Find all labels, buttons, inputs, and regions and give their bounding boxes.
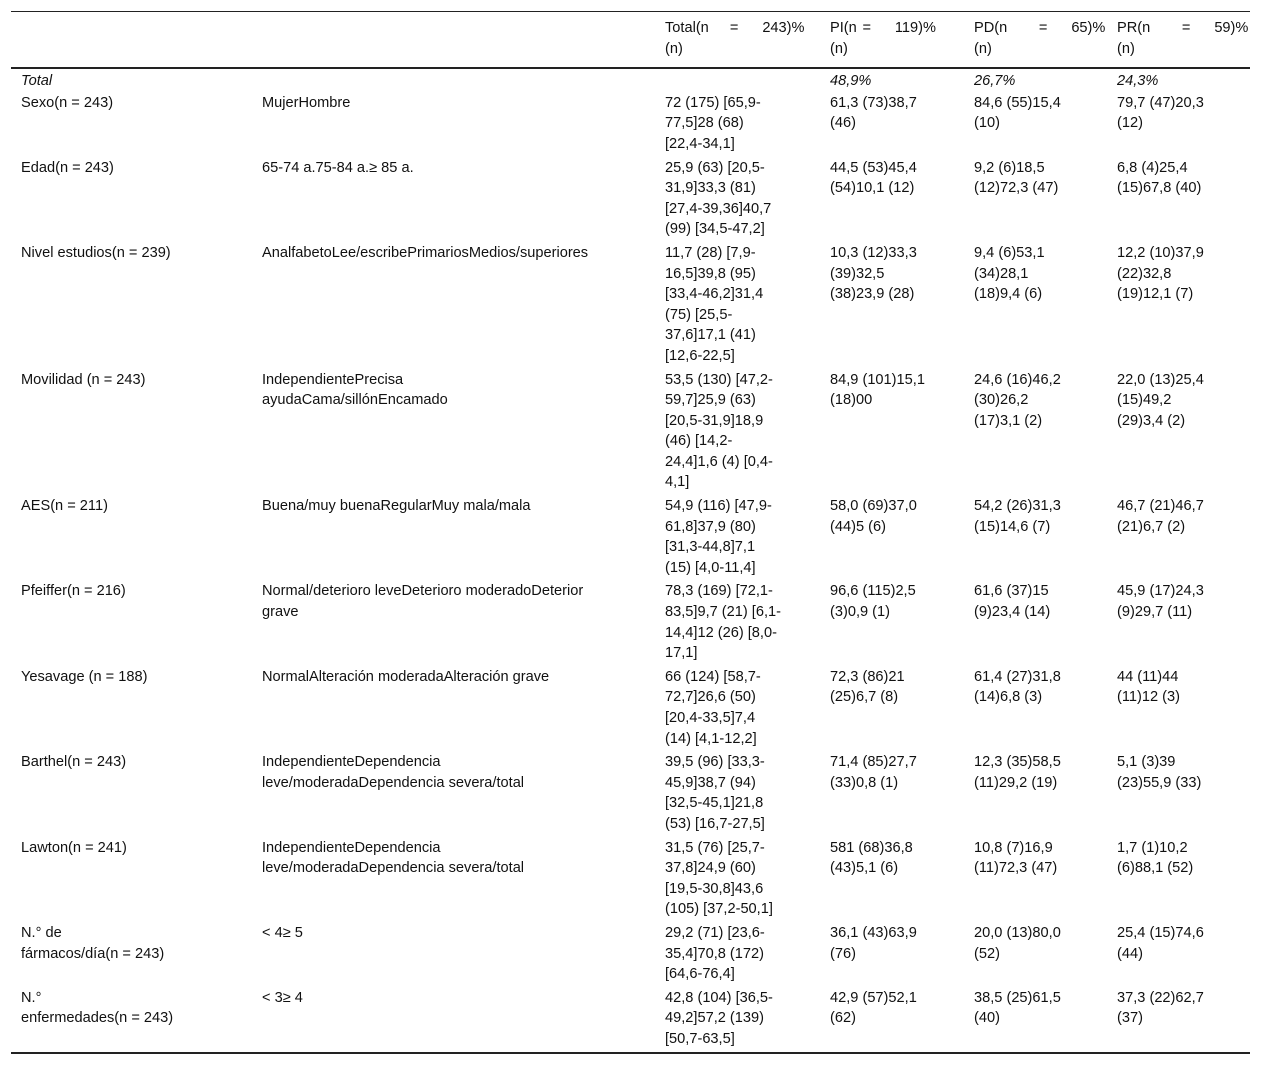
row-pr: 25,4 (15)74,6 (44) [1117,924,1204,962]
row-pd: 24,6 (16)46,2 (30)26,2 (17)3,1 (2) [974,371,1061,429]
row-pr: 1,7 (1)10,2 (6)88,1 (52) [1117,839,1194,877]
row-label: N.° enfermedades(n = 243) [21,989,174,1027]
row-pi: 36,1 (43)63,9 (76) [830,924,917,962]
row-label: Sexo(n = 243) [21,94,114,111]
table-row [11,751,1250,836]
row-total: 31,5 (76) [25,7- 37,8]24,9 (60) [19,5-30,8]43,6 (105) [37,2-50,1] [665,839,773,918]
row-pi: 72,3 (86)21 (25)6,7 (8) [830,668,905,706]
total-pd: 26,7% [974,73,1016,90]
row-pd: 9,4 (6)53,1 (34)28,1 (18)9,4 (6) [974,244,1045,303]
row-pr: 46,7 (21)46,7 (21)6,7 (2) [1117,498,1204,535]
header-total: Total(n = 243)% (n) [665,20,805,57]
total-label: Total [21,73,53,90]
row-pr: 44 (11)44 (11)12 (3) [1117,668,1180,706]
row-categories: MujerHombre [262,94,351,111]
table-row [11,580,1250,665]
row-pi: 42,9 (57)52,1 (62) [830,989,917,1027]
row-pi: 58,0 (69)37,0 (44)5 (6) [830,498,917,535]
row-pr: 5,1 (3)39 (23)55,9 (33) [1117,754,1202,791]
header-variable [11,12,252,69]
row-categories: Buena/muy buenaRegularMuy mala/mala [262,498,531,515]
total-row [11,68,1250,92]
row-total: 66 (124) [58,7- 72,7]26,6 (50) [20,4-33,5]7,4 (14) [4,1-12,2] [665,668,761,747]
table-row [11,157,1250,242]
header-row [11,12,1250,69]
row-pd: 54,2 (26)31,3 (15)14,6 (7) [974,498,1061,535]
row-categories: IndependienteDependencia leve/moderadaDependencia severa/total [262,839,525,877]
row-pi: 96,6 (115)2,5 (3)0,9 (1) [830,583,916,621]
row-pi: 71,4 (85)27,7 (33)0,8 (1) [830,754,917,791]
row-pi: 44,5 (53)45,4 (54)10,1 (12) [830,159,917,197]
table-row [11,987,1250,1053]
header-pr: PR(n = 59)% (n) [1117,20,1249,57]
row-pi: 84,9 (101)15,1 (18)00 [830,371,925,409]
table-row [11,495,1250,580]
table-row [11,666,1250,751]
row-categories: IndependientePrecisa ayudaCama/sillónEncamado [262,371,448,409]
table-row [11,837,1250,922]
table-row [11,369,1250,496]
total-total [655,68,820,92]
row-total: 25,9 (63) [20,5- 31,9]33,3 (81) [27,4-39,36]40,7 (99) [34,5-47,2] [665,159,772,238]
row-pd: 20,0 (13)80,0 (52) [974,924,1061,962]
data-table-container [11,11,1250,1054]
row-label: Pfeiffer(n = 216) [21,583,126,600]
row-label: Nivel estudios(n = 239) [21,244,171,261]
row-pr: 79,7 (47)20,3 (12) [1117,94,1204,132]
row-pd: 12,3 (35)58,5 (11)29,2 (19) [974,754,1061,791]
row-categories: IndependienteDependencia leve/moderadaDependencia severa/total [262,754,525,791]
data-table [11,11,1250,1054]
row-categories: Normal/deterioro leveDeterioro moderadoDeterior grave [262,583,584,621]
total-pi: 48,9% [830,73,872,90]
row-total: 11,7 (28) [7,9- 16,5]39,8 (95) [33,4-46,2]31,4 (75) [25,5- 37,6]17,1 (41) [12,6-22,5] [665,244,764,364]
row-total: 72 (175) [65,9- 77,5]28 (68) [22,4-34,1] [665,94,761,152]
row-total: 42,8 (104) [36,5- 49,2]57,2 (139) [50,7-63,5] [665,989,773,1047]
row-label: Lawton(n = 241) [21,839,127,856]
total-cats [252,68,655,92]
table-header [11,12,1250,69]
row-categories: NormalAlteración moderadaAlteración grave [262,668,550,685]
row-categories: 65-74 a.75-84 a.≥ 85 a. [262,159,414,176]
table-row [11,92,1250,157]
row-pr: 6,8 (4)25,4 (15)67,8 (40) [1117,159,1202,197]
row-total: 29,2 (71) [23,6- 35,4]70,8 (172) [64,6-76,4] [665,924,765,983]
table-body [11,68,1250,1052]
row-label: N.° de fármacos/día(n = 243) [21,924,165,962]
row-pd: 61,4 (27)31,8 (14)6,8 (3) [974,668,1061,706]
row-label: AES(n = 211) [21,498,108,515]
row-label: Barthel(n = 243) [21,754,127,771]
row-pi: 581 (68)36,8 (43)5,1 (6) [830,839,913,877]
row-categories: < 3≥ 4 [262,989,303,1006]
row-categories: AnalfabetoLee/escribePrimariosMedios/superiores [262,244,589,261]
row-pi: 61,3 (73)38,7 (46) [830,94,917,132]
row-pd: 10,8 (7)16,9 (11)72,3 (47) [974,839,1058,877]
total-pr: 24,3% [1117,73,1159,90]
row-pr: 37,3 (22)62,7 (37) [1117,989,1204,1027]
row-pr: 45,9 (17)24,3 (9)29,7 (11) [1117,583,1204,621]
row-total: 53,5 (130) [47,2- 59,7]25,9 (63) [20,5-31,9]18,9 (46) [14,2- 24,4]1,6 (4) [0,4- 4,1] [665,371,773,491]
row-total: 78,3 (169) [72,1- 83,5]9,7 (21) [6,1- 14,4]12 (26) [8,0- 17,1] [665,583,782,662]
row-label: Movilidad (n = 243) [21,371,146,388]
row-pd: 38,5 (25)61,5 (40) [974,989,1061,1027]
header-pi: PI(n = 119)% (n) [830,20,936,57]
row-label: Yesavage (n = 188) [21,668,148,685]
row-categories: < 4≥ 5 [262,924,303,941]
row-pi: 10,3 (12)33,3 (39)32,5 (38)23,9 (28) [830,244,917,303]
row-pd: 9,2 (6)18,5 (12)72,3 (47) [974,159,1059,197]
table-row [11,922,1250,987]
row-pr: 22,0 (13)25,4 (15)49,2 (29)3,4 (2) [1117,371,1204,429]
row-label: Edad(n = 243) [21,159,114,176]
row-pd: 84,6 (55)15,4 (10) [974,94,1061,132]
row-total: 39,5 (96) [33,3- 45,9]38,7 (94) [32,5-45,1]21,8 (53) [16,7-27,5] [665,754,765,832]
row-pr: 12,2 (10)37,9 (22)32,8 (19)12,1 (7) [1117,244,1204,303]
header-category [252,12,655,69]
table-row [11,242,1250,369]
row-total: 54,9 (116) [47,9- 61,8]37,9 (80) [31,3-44,8]7,1 (15) [4,0-11,4] [665,498,772,576]
row-pd: 61,6 (37)15 (9)23,4 (14) [974,583,1051,621]
header-pd: PD(n = 65)% (n) [974,20,1106,57]
